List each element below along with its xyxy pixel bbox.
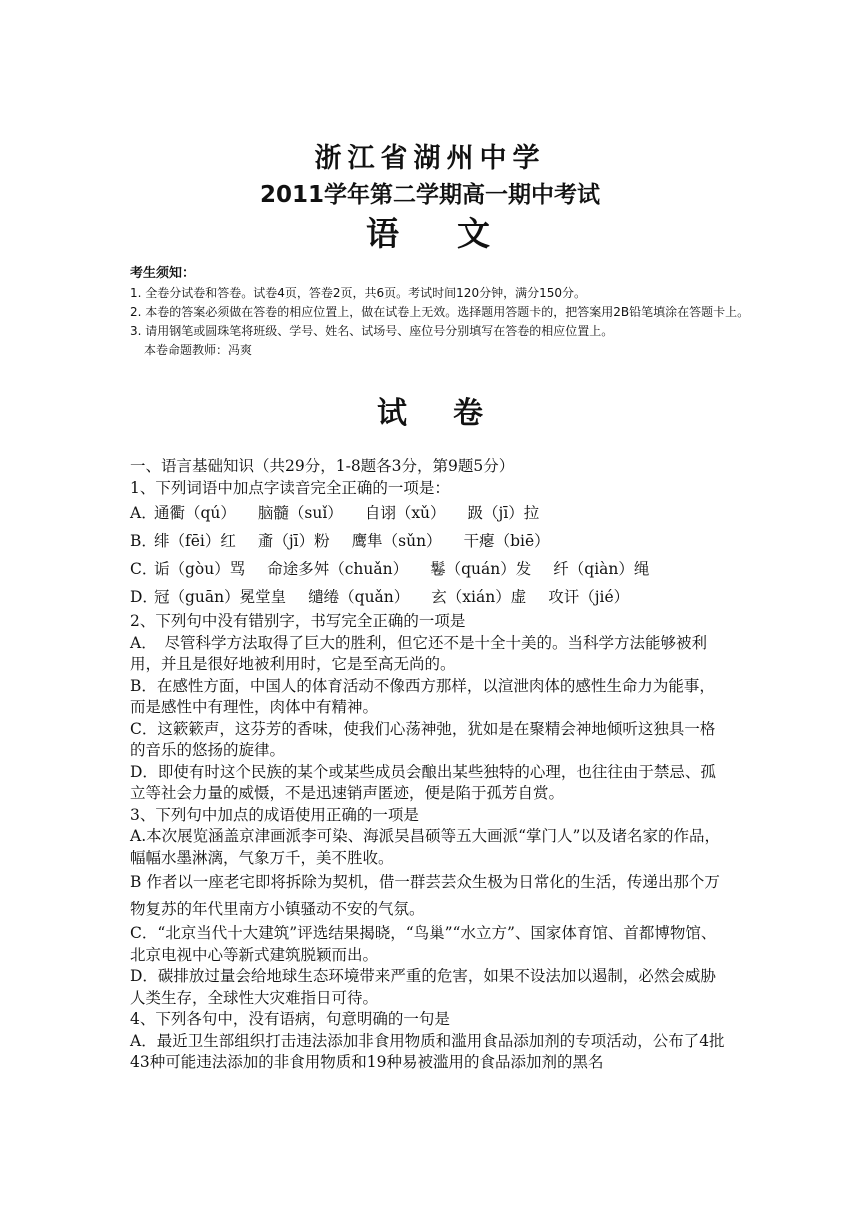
- notice-item-3: 3. 请用钢笔或圆珠笔将班级、学号、姓名、试场号、座位号分别填写在答卷的相应位置上。: [130, 324, 614, 338]
- school-title: 浙江省湖州中学: [314, 143, 546, 174]
- option-item: 齑（jī）粉: [257, 532, 330, 550]
- question-3-option-a: A.本次展览涵盖京津画派李可染、海派吴昌硕等五大画派“掌门人”以及诸名家的作品，幅幅水墨淋漓，气象万千，美不胜收。: [130, 827, 720, 867]
- subject-char-2: 文: [457, 214, 494, 253]
- option-label: C．: [130, 560, 158, 578]
- question-3-option-d: D．碳排放过量会给地球生态环境带来严重的危害，如果不设法加以遏制，必然会威胁人类生存，全球性大灾难指日可待。: [130, 967, 716, 1007]
- option-item: 通衢（qú）: [154, 504, 236, 522]
- option-item: 脑髓（suǐ）: [257, 504, 343, 522]
- question-2-option-c: C．这簌簌声，这芬芳的香味，使我们心荡神弛，犹如是在聚精会神地倾听这独具一格的音乐的悠扬的旋律。: [130, 719, 716, 759]
- question-3-option-b: B 作者以一座老宅即将拆除为契机，借一群芸芸众生极为日常化的生活，传递出那个万物复苏的年代里南方小镇骚动不安的气氛。: [130, 873, 720, 918]
- part-title: 一、语言基础知识（共29分，1-8题各3分，第9题5分）: [130, 457, 515, 475]
- question-4-option-a: A．最近卫生部组织打击违法添加非食用物质和滥用食品添加剂的专项活动，公布了4批43种可能违法添加的非食用物质和19种易被滥用的食品添加剂的黑名: [130, 1031, 725, 1071]
- option-item: 攻讦（jié）: [548, 588, 630, 606]
- question-1-stem: 1、下列词语中加点字读音完全正确的一项是：: [130, 478, 450, 497]
- section-title: [0, 388, 860, 432]
- question-3-option-c: C．“北京当代十大建筑”评选结果揭晓，“鸟巢”“水立方”、国家体育馆、首都博物馆、北京电视中心等新式建筑脱颖而出。: [130, 924, 717, 964]
- option-label: D．: [130, 588, 158, 606]
- question-3-stem: 3、下列句中加点的成语使用正确的一项是: [130, 805, 419, 824]
- exam-title: 2011学年第二学期高一期中考试: [259, 182, 600, 208]
- section-char-1: 试: [377, 396, 407, 431]
- option-label: A．: [130, 504, 157, 522]
- notice-item-2: 2. 本卷的答案必须做在答卷的相应位置上，做在试卷上无效。选择题用答题卡的，把答案用2B铅笔填涂在答题卡上。: [130, 305, 750, 319]
- option-item: 趿（jī）拉: [467, 504, 540, 522]
- option-item: 冠（guān）冕堂皇: [154, 588, 287, 606]
- option-item: 纤（qiàn）绳: [553, 560, 650, 578]
- option-item: 玄（xián）虚: [431, 588, 527, 606]
- option-item: 缱绻（quǎn）: [308, 588, 410, 606]
- notice-heading: 考生须知：: [130, 266, 196, 281]
- exam-body: [130, 456, 730, 1074]
- question-1-option-b: [130, 527, 730, 555]
- subject-char-1: 语: [366, 214, 403, 253]
- option-item: 自诩（xǔ）: [364, 504, 446, 522]
- section-char-2: 卷: [453, 396, 483, 431]
- option-item: 命途多舛（chuǎn）: [267, 560, 409, 578]
- question-2-option-d: D．即使有时这个民族的某个或某些成员会酿出某些独特的心理，也往往由于禁忌、孤立等社会力量的威慑，不是迅速销声匿迹，便是陷于孤芳自赏。: [130, 762, 716, 802]
- question-1-option-a: [130, 499, 730, 527]
- option-item: 诟（gòu）骂: [154, 560, 246, 578]
- question-2-option-a: A． 尽管科学方法取得了巨大的胜利，但它还不是十全十美的。当科学方法能够被利用，并且是很好地被利用时，它是至高无尚的。: [130, 633, 707, 673]
- exam-notice: [130, 264, 750, 360]
- question-2-stem: 2、下列句中没有错别字，书写完全正确的一项是: [130, 612, 466, 630]
- option-item: 鬈（quán）发: [430, 560, 532, 578]
- option-item: 干瘪（biē）: [463, 532, 550, 550]
- subject-title: [0, 208, 860, 255]
- notice-item-1: 1. 全卷分试卷和答卷。试卷4页，答卷2页，共6页。考试时间120分钟，满分150分。: [130, 286, 586, 300]
- question-1-option-d: [130, 583, 730, 611]
- option-item: 绯（fēi）红: [154, 532, 236, 550]
- option-label: B．: [130, 532, 157, 550]
- notice-teacher: 本卷命题教师：冯爽: [144, 343, 253, 357]
- option-item: 鹰隼（sǔn）: [351, 532, 442, 550]
- question-4-stem: 4、下列各句中，没有语病，句意明确的一句是: [130, 1010, 450, 1028]
- question-2-option-b: B．在感性方面，中国人的体育活动不像西方那样，以渲泄肉体的感性生命力为能事，而是感性中有理性，肉体中有精神。: [130, 676, 715, 716]
- question-1-option-c: [130, 555, 730, 583]
